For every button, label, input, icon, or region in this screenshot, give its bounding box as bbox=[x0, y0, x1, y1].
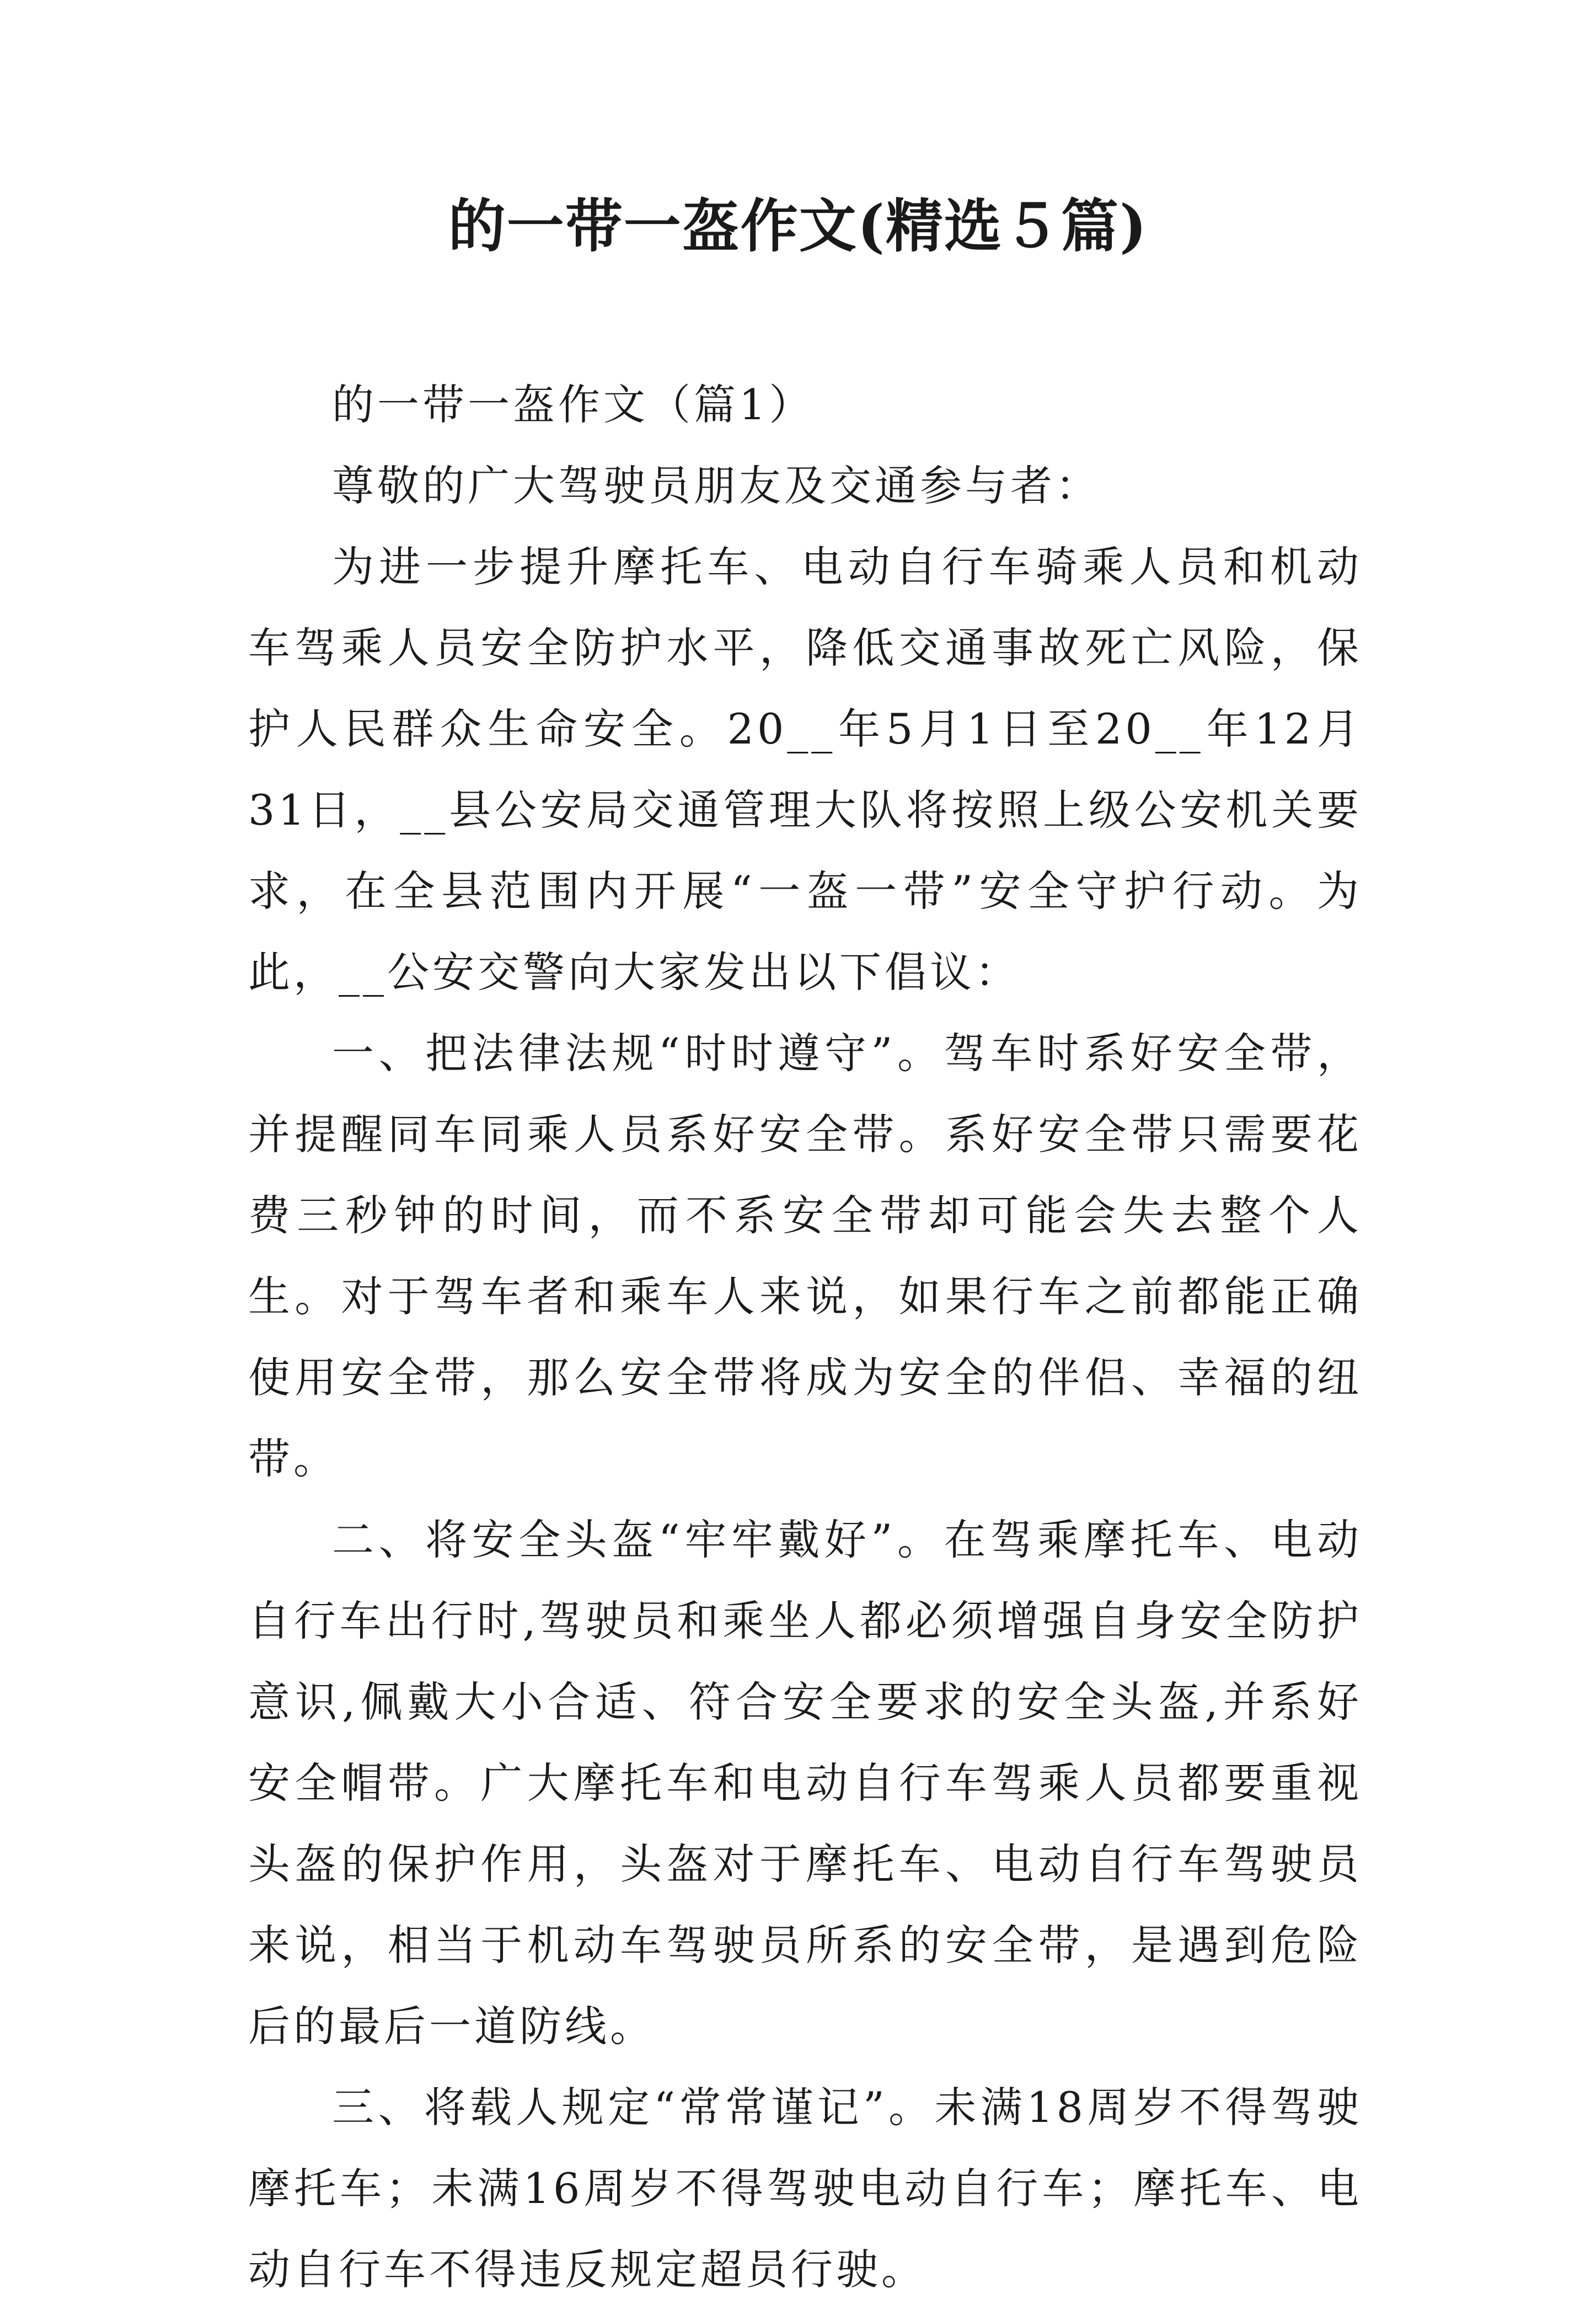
paragraph-point-2: 二、将安全头盔“牢牢戴好”。在驾乘摩托车、电动自行车出行时,驾驶员和乘坐人都必须增强自身安全防护意识,佩戴大小合适、符合安全要求的安全头盔,并系好安全帽带。广大摩托车和电动自行车驾乘人员都要重视头盔的保护作用，头盔对于摩托车、电动自行车驾驶员来说，相当于机动车驾驶员所系的安全带，是遇到危险后的最后一道防线。 bbox=[248, 1515, 1362, 2051]
paragraph-point-3: 三、将载人规定“常常谨记”。未满18周岁不得驾驶摩托车；未满16周岁不得驾驶电动自行车；摩托车、电动自行车不得违反规定超员行驶。 bbox=[248, 2083, 1362, 2294]
document-title: 的一带一盔作文(精选５篇) bbox=[448, 192, 1148, 260]
paragraph-intro: 为进一步提升摩托车、电动自行车骑乘人员和机动车驾乘人员安全防护水平，降低交通事故死亡风险，保护人民群众生命安全。20__年5月1日至20__年12月31日，__县公安局交通管理大队将按照上级公安机关要求，在全县范围内开展“一盔一带”安全守护行动。为此，__公安交警向大家发出以下倡议： bbox=[248, 542, 1362, 997]
section-heading: 的一带一盔作文（篇1） bbox=[332, 380, 815, 429]
document-body bbox=[248, 364, 1362, 2310]
paragraph-point-1: 一、把法律法规“时时遵守”。驾车时系好安全带，并提醒同车同乘人员系好安全带。系好安全带只需要花费三秒钟的时间，而不系安全带却可能会失去整个人生。对于驾车者和乘车人来说，如果行车之前都能正确使用安全带，那么安全带将成为安全的伴侣、幸福的纽带。 bbox=[248, 1029, 1362, 1483]
salutation: 尊敬的广大驾驶员朋友及交通参与者： bbox=[332, 461, 1101, 510]
